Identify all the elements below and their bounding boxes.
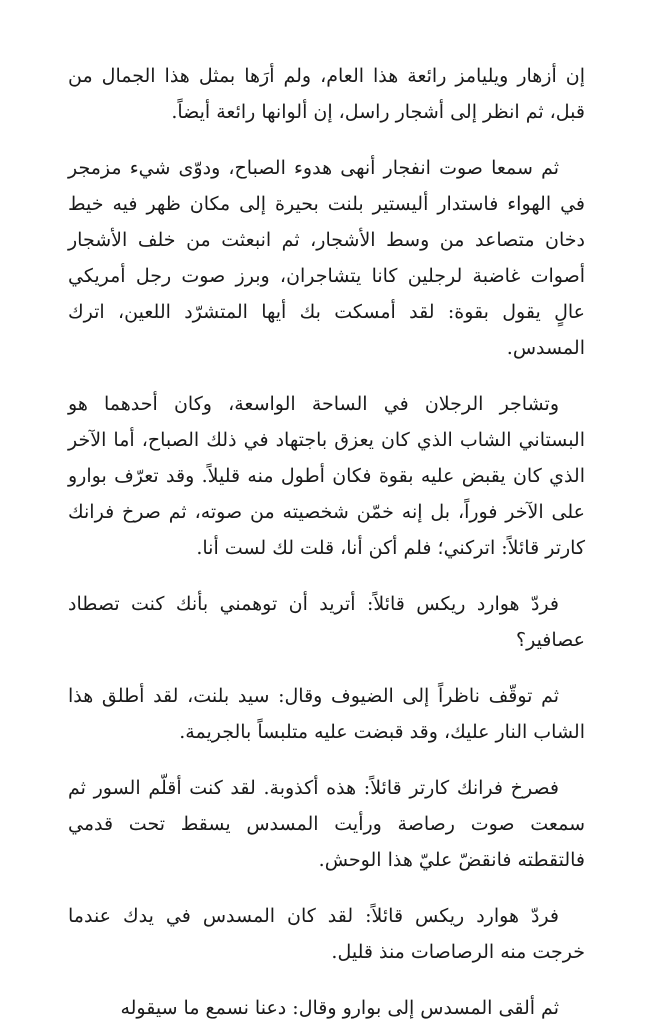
paragraph-8: ثم ألقى المسدس إلى بوارو وقال: دعنا نسمع ما سيقوله xyxy=(120,997,559,1019)
paragraph-1: إن أزهار ويليامز رائعة هذا العام، ولم أرَها بمثل هذا الجمال من قبل، ثم انظر إلى أشجار راسل، إن ألوانها رائعة أيضاً. xyxy=(68,65,585,123)
paragraph-2: ثم سمعا صوت انفجار أنهى هدوء الصباح، ودوّى شيء مزمجر في الهواء فاستدار أليستير بلنت بحيرة إلى مكان ظهر فيه خيط دخان متصاعد من وسط الأشجار، ثم انبعثت من خلف الأشجار أصوات غاضبة لرجلين كانا يتشاجران، وبرز صوت رجل أمريكي عالٍ يقول بقوة: لقد أمسكت بك أيها المتشرّد اللعين، اترك المسدس. xyxy=(68,157,585,359)
paragraph-4: فردّ هوارد ريكس قائلاً: أتريد أن توهمني بأنك كنت تصطاد عصافير؟ xyxy=(68,593,585,651)
paragraph-6: فصرخ فرانك كارتر قائلاً: هذه أكذوبة. لقد كنت أقلّم السور ثم سمعت صوت رصاصة ورأيت المسدس يسقط تحت قدمي فالتقطته فانقضّ عليّ هذا الوحش. xyxy=(68,777,585,871)
paragraph-5: ثم توقّف ناظراً إلى الضيوف وقال: سيد بلنت، لقد أطلق هذا الشاب النار عليك، وقد قبضت عليه متلبساً بالجريمة. xyxy=(68,685,585,743)
paragraph-3: وتشاجر الرجلان في الساحة الواسعة، وكان أحدهما هو البستاني الشاب الذي كان يعزق باجتهاد في ذلك الصباح، أما الآخر الذي كان يقبض عليه بقوة فكان أطول منه قليلاً. وقد تعرّف بوارو على الآخر فوراً، بل إنه خمّن شخصيته من صوته، ثم صرخ فرانك كارتر قائلاً: اتركني؛ فلم أكن أنا، قلت لك لست أنا. xyxy=(68,393,585,559)
paragraph-7: فردّ هوارد ريكس قائلاً: لقد كان المسدس في يدك عندما خرجت منه الرصاصات منذ قليل. xyxy=(68,905,585,963)
